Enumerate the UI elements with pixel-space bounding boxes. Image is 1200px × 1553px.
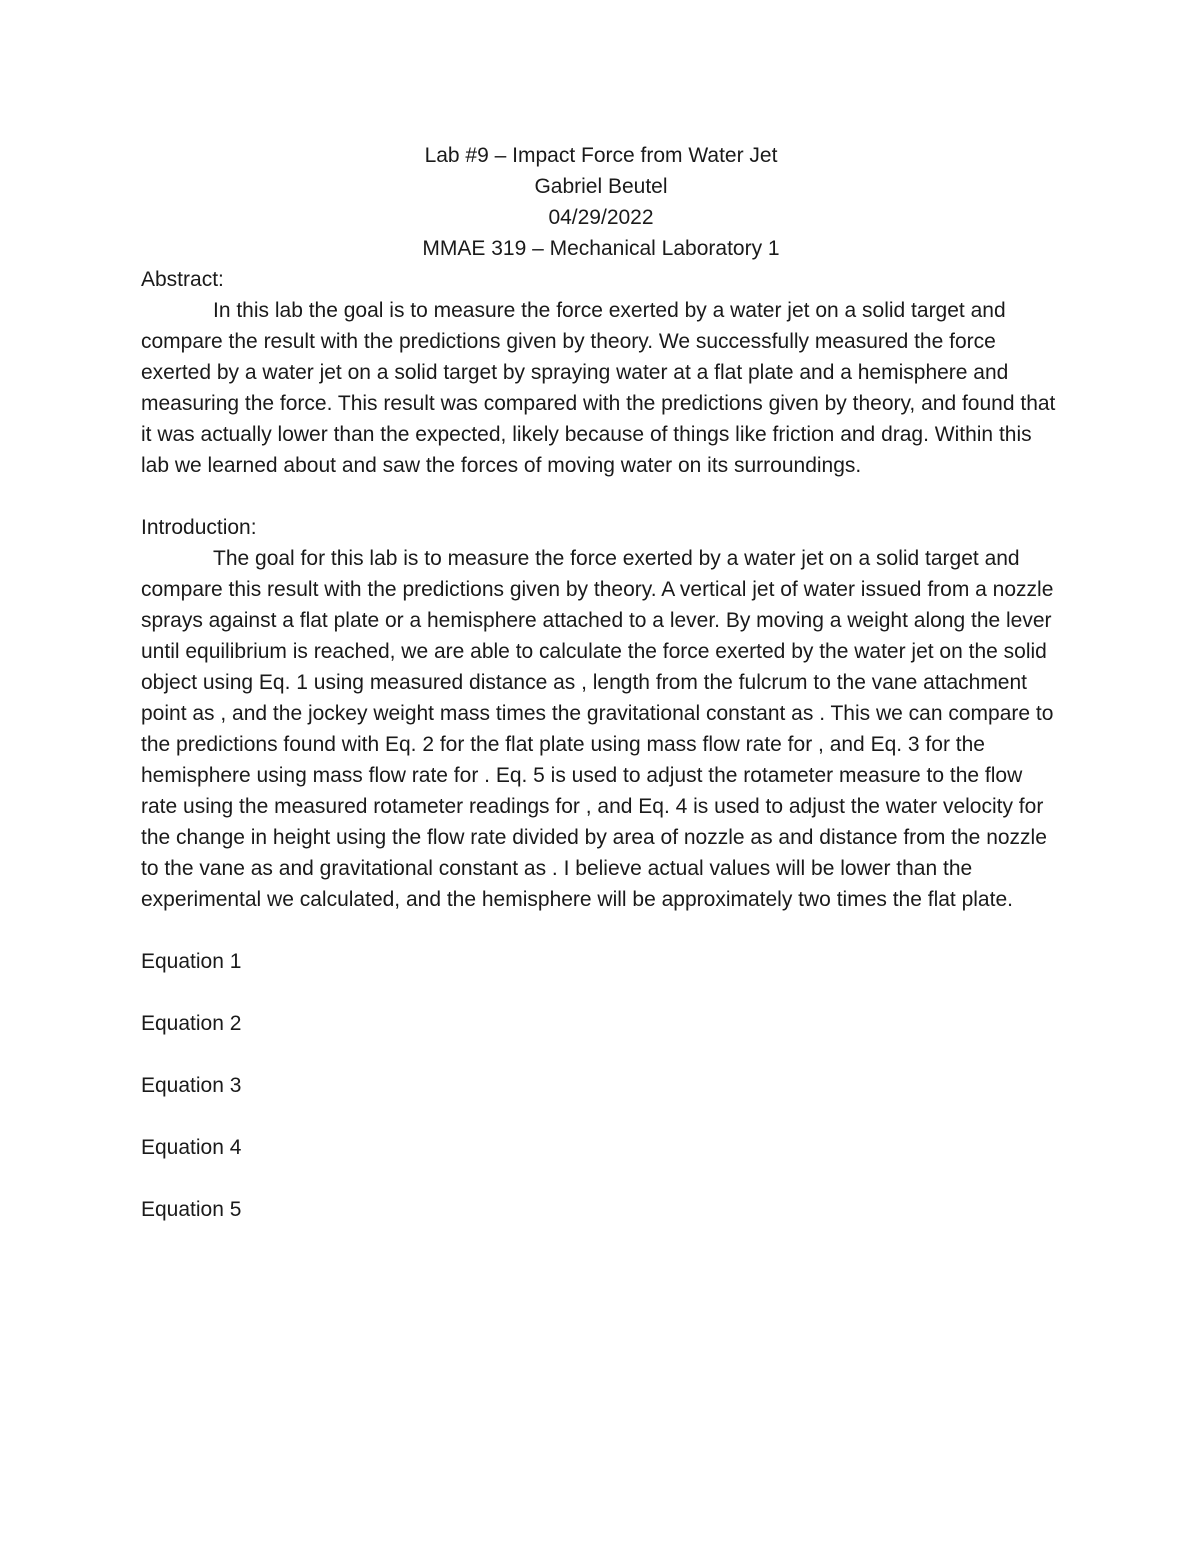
equation-spacer (141, 977, 1061, 1008)
section-spacer (141, 915, 1061, 946)
equation-1-label: Equation 1 (141, 950, 242, 973)
abstract-paragraph: In this lab the goal is to measure the force exerted by a water jet on a solid target and compare the result with the predictions given by theory. We successfully measured the force exerted by a water jet on a solid target by spraying water at a flat plate and a hemisphere and measuring the force. This result was compared with the predictions given by theory, and found that it was actually lower than the expected, likely because of things like friction and drag. Within this lab we learned about and saw the forces of moving water on its surroundings. (141, 299, 1056, 477)
equation-4-label: Equation 4 (141, 1136, 242, 1159)
equation-spacer (141, 1101, 1061, 1132)
introduction-heading: Introduction: (141, 516, 257, 539)
equation-5-label: Equation 5 (141, 1198, 242, 1221)
abstract-heading: Abstract: (141, 268, 224, 291)
section-spacer (141, 481, 1061, 512)
document-header (141, 140, 1061, 264)
document-page (141, 140, 1061, 1225)
equation-spacer (141, 1039, 1061, 1070)
equation-spacer (141, 1163, 1061, 1194)
introduction-paragraph: The goal for this lab is to measure the force exerted by a water jet on a solid target and compare this result with the predictions given by theory. A vertical jet of water issued from a nozzle sprays against a flat plate or a hemisphere attached to a lever. By moving a weight along the lever until equilibrium is reached, we are able to calculate the force exerted by the water jet on the solid object using Eq. 1 using measured distance as , length from the fulcrum to the vane attachment point as , and the jockey weight mass times the gravitational constant as . This we can compare to the predictions found with Eq. 2 for the flat plate using mass flow rate for , and Eq. 3 for the hemisphere using mass flow rate for . Eq. 5 is used to adjust the rotameter measure to the flow rate using the measured rotameter readings for , and Eq. 4 is used to adjust the water velocity for the change in height using the flow rate divided by area of nozzle as and distance from the nozzle to the vane as and gravitational constant as . I believe actual values will be lower than the experimental we calculated, and the hemisphere will be approximately two times the flat plate. (141, 547, 1054, 911)
report-date: 04/29/2022 (548, 206, 654, 229)
equation-2-label: Equation 2 (141, 1012, 242, 1035)
document-title: Lab #9 – Impact Force from Water Jet (424, 144, 778, 167)
course-name: MMAE 319 – Mechanical Laboratory 1 (422, 237, 780, 260)
equation-3-label: Equation 3 (141, 1074, 242, 1097)
author-name: Gabriel Beutel (534, 175, 668, 198)
